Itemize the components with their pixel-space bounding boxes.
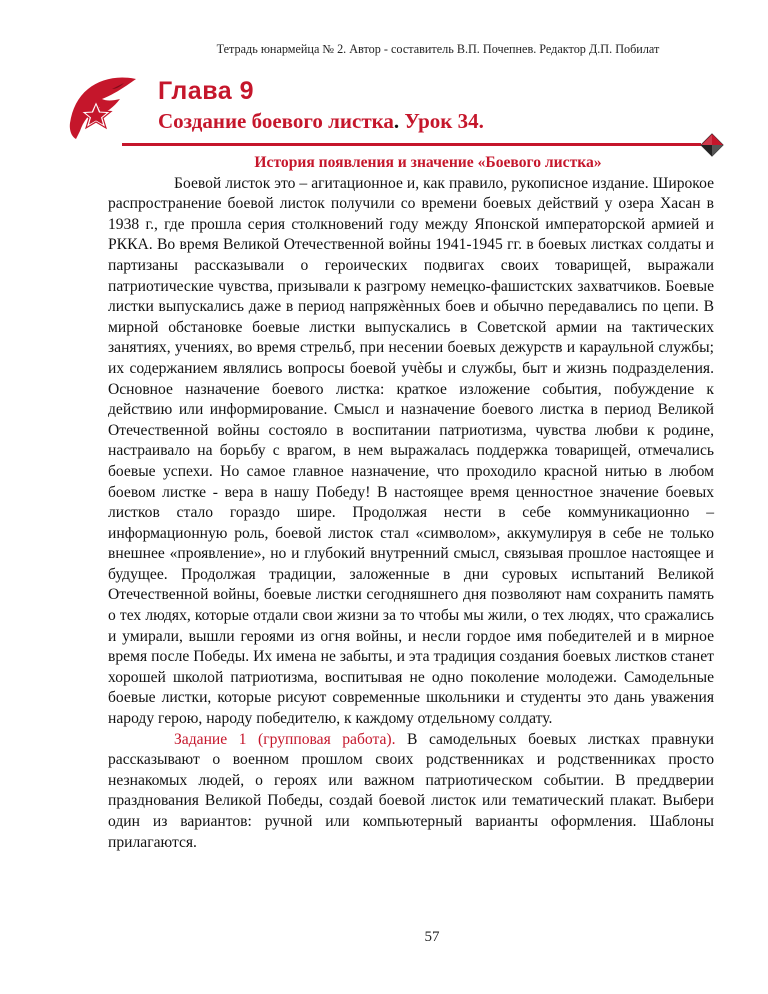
page-content xyxy=(108,153,714,853)
yunarmiya-eagle-star-icon xyxy=(66,73,138,141)
lesson-dot: . xyxy=(393,109,400,133)
lesson-name: Создание боевого листка xyxy=(158,109,394,133)
lesson-number: Урок 34. xyxy=(399,109,484,133)
chapter-title: Глава 9 xyxy=(158,77,255,105)
task-label: Задание 1 (групповая работа). xyxy=(174,730,396,748)
running-header: Тетрадь юнармейца № 2. Автор - составитель В.П. Почепнев. Редактор Д.П. Побилат xyxy=(216,42,660,56)
task-paragraph xyxy=(108,730,714,854)
lesson-title xyxy=(158,109,484,134)
page-number: 57 xyxy=(424,929,440,945)
title-underline xyxy=(122,143,701,146)
section-heading: История появления и значение «Боевого листка» xyxy=(254,154,602,171)
body-paragraph: Боевой листок это – агитационное и, как правило, рукописное издание. Широкое распространение боевой листок получили со времени боевых действий у озера Хасан в 1938 г., где прошла серия столкновений году между Японской императорской армией и РККА. Во время Великой Отечественной войны 1941-1945 гг. в боевых листках солдаты и партизаны рассказывали о героических подвигах своих товарищей, выражали патриотические чувства, призывали к разгрому немецко-фашистских захватчиков. Боевые листки выпускались даже в период напряжѐнных боев и обычно передавались по цепи. В мирной обстановке боевые листки выпускались в Советской армии на тактических занятиях, учениях, во время стрельб, при несении боевых дежурств и караульной службы; их содержанием являлись вопросы боевой учѐбы и службы, быт и жизнь подразделения. Основное назначение боевого листка: краткое изложение события, побуждение к действию или информирование. Смысл и назначение боевого листка в период Великой Отечественной войны состояло в воспитании патриотизма, чувства любви к родине, настраивало на борьбу с врагом, в нем выражалась поддержка товарищей, отмечались боевые успехи. Но самое главное назначение, что проходило красной нитью в любом боевом листке - вера в нашу Победу! В настоящее время ценностное значение боевых листков стало гораздо шире. Продолжая нести в себе коммуникационно – информационную роль, боевой листок стал «символом», аккумулируя в себе не только внешнее «проявление», но и глубокий внутренний смысл, связывая прошлое настоящее и будущее. Продолжая традиции, заложенные в дни суровых испытаний Великой Отечественной войны, боевые листки сегодняшнего дня позволяют нам сохранить память о тех людях, которые отдали свои жизни за то чтобы мы жили, о тех людях, что сражались и умирали, вышли героями из огня войны, и несли гордое имя победителей и в мирное время после Победы. Их имена не забыты, и эта традиция создания боевых листков станет хорошей школой патриотизма, воспитывая не одно поколение молодежи. Самодельные боевые листки, которые рисуют современные школьники и студенты это дань уважения народу герою, народу победителю, к каждому отдельному солдату. xyxy=(108,174,714,728)
task-text: В самодельных боевых листках правнуки рассказывают о военном прошлом своих родственниках и родственниках просто незнакомых людей, о героях или важном патриотическом событии. В преддверии празднования Великой Победы, создай боевой листок или тематический плакат. Выбери один из вариантов: ручной или компьютерный варианты оформления. Шаблоны прилагаются. xyxy=(108,730,714,851)
